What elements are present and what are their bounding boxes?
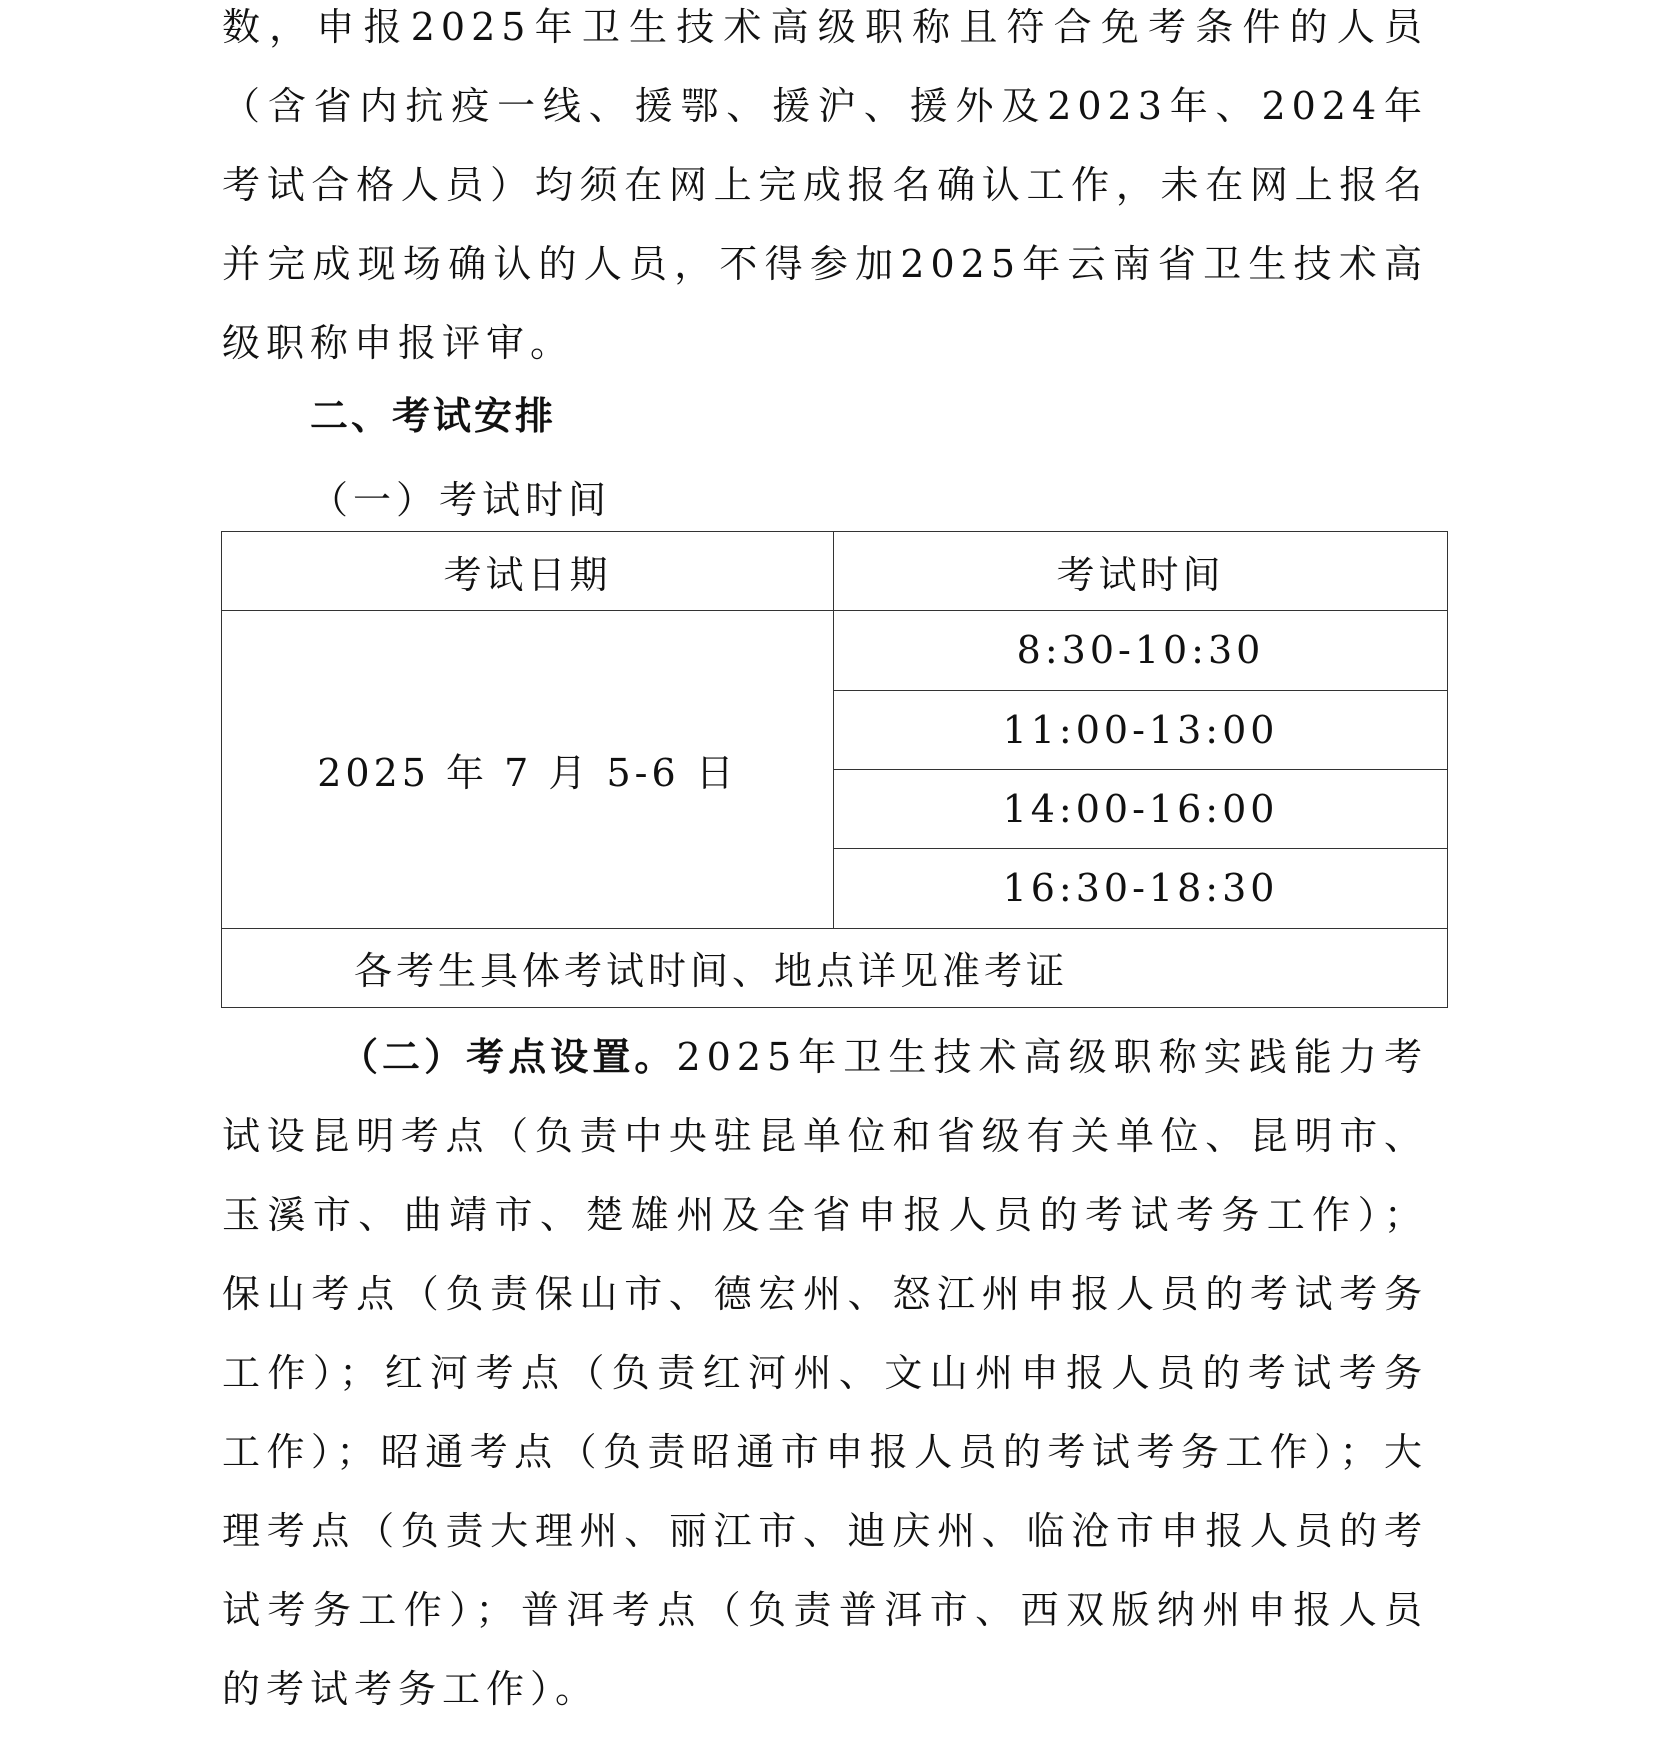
header-exam-date: 考试日期 [222, 532, 834, 611]
exam-sites-body: 2025年卫生技术高级职称实践能力考试设昆明考点（负责中央驻昆单位和省级有关单位、昆明市、玉溪市、曲靖市、楚雄州及全省申报人员的考试考务工作）；保山考点（负责保山市、德宏州、怒江州申报人员的考试考务工作）；红河考点（负责红河州、文山州申报人员的考试考务工作）；昭通考点（负责昭通市申报人员的考试考务工作）；大理考点（负责大理州、丽江市、迪庆州、临沧市申报人员的考试考务工作）；普洱考点（负责普洱市、西双版纳州申报人员的考试考务工作）。 [222, 1035, 1428, 1711]
section-heading-exam-arrangement: 二、考试安排 [310, 394, 557, 438]
header-exam-time: 考试时间 [834, 532, 1448, 611]
exam-date-cell: 2025 年 7 月 5-6 日 [222, 611, 834, 928]
table-row [222, 611, 1448, 690]
admission-ticket-note: 各考生具体考试时间、地点详见准考证 [222, 928, 1448, 1007]
table-note-row [222, 928, 1448, 1007]
paragraph-exam-sites [222, 1018, 1428, 1729]
exam-schedule-table [221, 531, 1448, 1008]
subsection-heading-exam-time: （一）考试时间 [310, 478, 612, 522]
exam-time-slot: 16:30-18:30 [834, 849, 1448, 928]
exam-sites-lead: （二）考点设置。 [340, 1035, 677, 1079]
table-header-row [222, 532, 1448, 611]
paragraph-registration-confirmation: 数，申报2025年卫生技术高级职称且符合免考条件的人员（含省内抗疫一线、援鄂、援沪、援外及2023年、2024年考试合格人员）均须在网上完成报名确认工作，未在网上报名并完成现场确认的人员，不得参加2025年云南省卫生技术高级职称申报评审。 [222, 5, 1428, 365]
exam-time-slot: 11:00-13:00 [834, 690, 1448, 769]
exam-time-slot: 14:00-16:00 [834, 769, 1448, 848]
exam-time-slot: 8:30-10:30 [834, 611, 1448, 690]
